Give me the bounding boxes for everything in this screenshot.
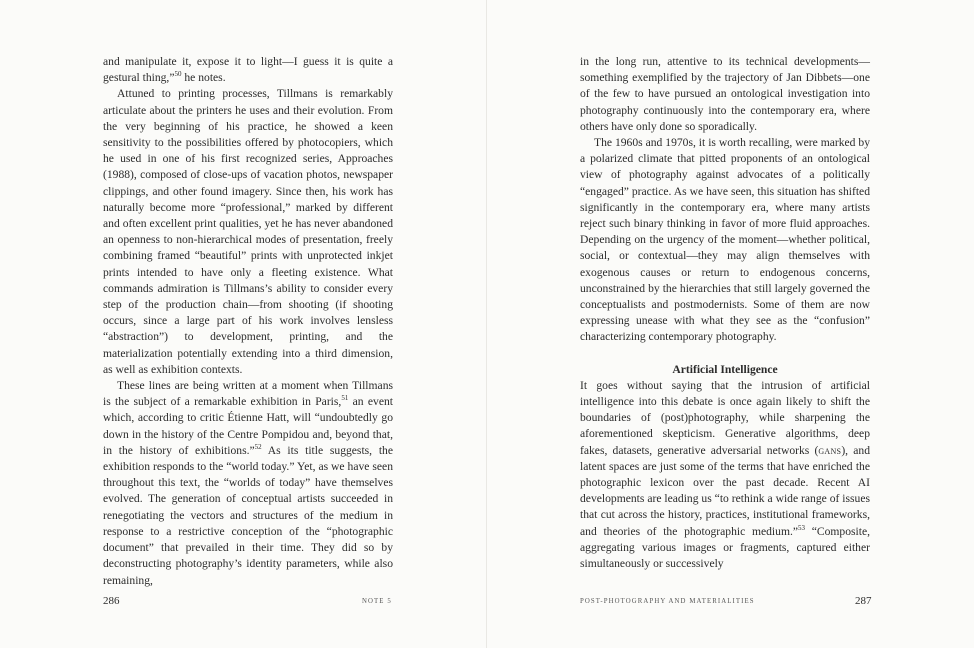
right-page (487, 0, 974, 648)
paragraph: Attuned to printing processes, Tillmans is remarkably articulate about the printers he uses and their evolution. From the very beginning of his practice, he showed a keen sensitivity to the possibilities offered by photocopiers, which he used in one of his first recognized series, Approaches (1988), composed of close-ups of vacation photos, newspaper clippings, and other found imagery. Since then, his work has naturally become more “professional,” marked by different and often excellent print qualities, yet he has never abandoned an openness to non-hierarchical modes of presentation, freely combining framed “beautiful” prints with unprotected inkjet prints intended to have only a fleeting existence. What commands admiration is Tillmans’s ability to consider every step of the production chain—from shooting (if shooting occurs, since a large part of his work involves lensless “abstraction”) to development, printing, and the materialization potentially extending into a third dimension, as well as exhibition contexts. (103, 87, 393, 376)
section-heading: Artificial Intelligence (672, 362, 778, 376)
footnote-ref: 51 (341, 394, 349, 403)
paragraph-text: ), and latent spaces are just some of the terms that have enriched the photographic lexicon over the past decade. Recent AI developments are leading us “to rethink a wide range of issues that cut across the history, practices, institutional frameworks, and theories of the photographic medium.” (580, 443, 870, 538)
paragraph (103, 378, 393, 589)
page-number: 286 (103, 595, 120, 607)
paragraph-text: an event which, according to critic Étienne Hatt, will “undoubtedly go down in the history of the Centre Pompidou and, beyond that, in the history of exhibitions.” (103, 395, 393, 457)
paragraph (103, 54, 393, 86)
footnote-ref: 53 (798, 523, 806, 532)
left-text-column (103, 54, 393, 589)
paragraph (580, 378, 870, 572)
paragraph: in the long run, attentive to its technical developments—something exemplified by the trajectory of Jan Dibbets—one of the few to have pursued an ontological investigation into photography continuously into the contemporary era, where others have only done so sporadically. (580, 55, 870, 133)
acronym: gans (818, 443, 842, 457)
paragraph-text: “Composite, aggregating various images or fragments, captured either simultaneously or successively (580, 524, 871, 571)
paragraph-text: and manipulate it, expose it to light—I guess it is quite a gestural thing,” (103, 55, 393, 85)
running-head: POST-PHOTOGRAPHY AND MATERIALITIES (580, 598, 755, 605)
right-text-column (580, 54, 870, 572)
running-head: NOTE 5 (362, 598, 392, 605)
paragraph-text: These lines are being written at a moment when Tillmans is the subject of a remarkable exhibition in Paris, (103, 379, 393, 409)
paragraph-text: he notes. (181, 71, 226, 85)
paragraph: The 1960s and 1970s, it is worth recalling, were marked by a polarized climate that pitted proponents of an ontological view of photography against advocates of a politically “engaged” practice. As we have seen, this situation has shifted significantly in the contemporary era, where many artists reject such binary thinking in favor of more fluid approaches. Depending on the urgency of the moment—whether political, social, or contextual—they may align themselves with exogenous causes or return to endogenous concerns, unconstrained by the hierarchies that still largely governed the conceptualists and postmodernists. Some of them are now expressing unease with what they see as the “confusion” characterizing contemporary photography. (580, 136, 870, 344)
page-number: 287 (855, 595, 872, 607)
footnote-ref: 52 (254, 443, 262, 452)
paragraph-text: As its title suggests, the exhibition responds to the “world today.” Yet, as we have seen throughout this text, the “worlds of today” have themselves evolved. The generation of conceptual artists succeeded in renegotiating the vectors and structures of the medium in response to a restrictive conception of the “photographic document” that prevailed in their time. They did so by deconstructing photography’s identity parameters, while also remaining, (103, 443, 393, 587)
footnote-ref: 50 (174, 70, 182, 79)
paragraph-text: It goes without saying that the intrusion of artificial intelligence into this debate is once again likely to shift the boundaries of (post)photography, while sharpening the aforementioned skepticism. Generative algorithms, deep fakes, datasets, generative adversarial networks ( (580, 378, 870, 457)
